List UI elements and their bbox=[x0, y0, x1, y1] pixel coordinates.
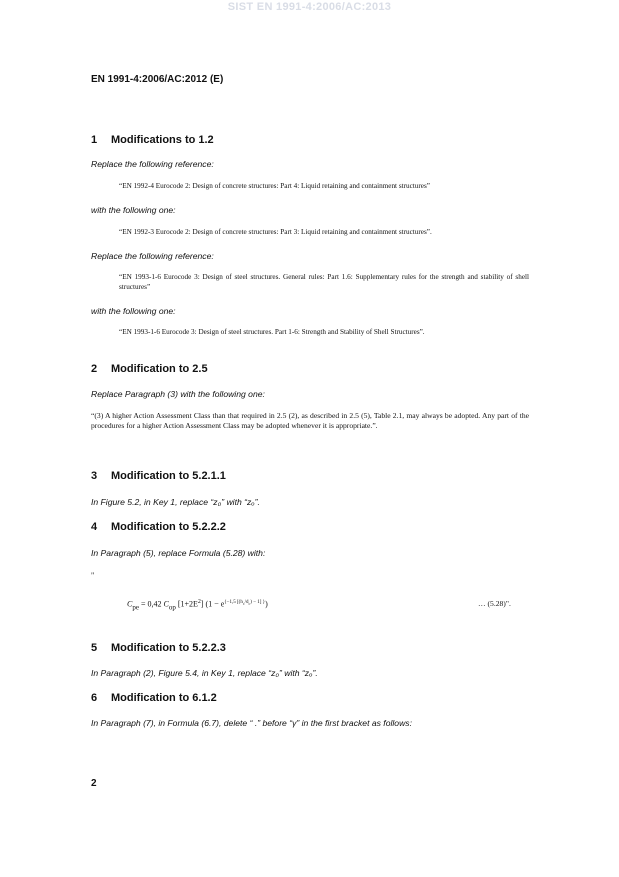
section-heading-4 bbox=[91, 521, 226, 533]
formula-subscript: op bbox=[168, 603, 176, 612]
instruction: In Paragraph (5), replace Formula (5.28) with: bbox=[91, 548, 266, 558]
section-title: Modification to 2.5 bbox=[111, 363, 208, 375]
formula-text: [1+2E bbox=[175, 599, 198, 609]
watermark: SIST EN 1991-4:2006/AC:2013 bbox=[227, 1, 392, 13]
section-heading-5 bbox=[91, 642, 226, 654]
page-number: 2 bbox=[91, 778, 97, 789]
section-heading-6 bbox=[91, 692, 217, 704]
exponent-text: /d bbox=[244, 600, 249, 605]
instruction: Replace the following reference: bbox=[91, 159, 214, 169]
section-heading-3 bbox=[91, 470, 226, 482]
section-number: 4 bbox=[91, 521, 98, 533]
instruction: In Paragraph (2), Figure 5.4, in Key 1, replace “z₀” with “zₒ”. bbox=[91, 668, 318, 678]
document-id: EN 1991-4:2006/AC:2012 (E) bbox=[91, 74, 224, 85]
section-number: 2 bbox=[91, 363, 98, 375]
reference-old: “EN 1993-1-6 Eurocode 3: Design of steel structures. General rules: Part 1.6: Supplementary rules for the strength and stability of shell structures” bbox=[119, 273, 529, 291]
section-title: Modification to 5.2.2.2 bbox=[111, 521, 226, 533]
formula-text: ] (1 − e bbox=[200, 599, 225, 609]
section-number: 3 bbox=[91, 470, 98, 482]
section-heading-2 bbox=[91, 363, 208, 375]
reference-new: “EN 1992-3 Eurocode 2: Design of concrete structures: Part 3: Liquid retaining and containment structures”. bbox=[119, 228, 432, 236]
formula-5-28 bbox=[127, 599, 268, 611]
section-title: Modification to 5.2.2.3 bbox=[111, 642, 226, 654]
section-number: 5 bbox=[91, 642, 98, 654]
reference-new: “EN 1993-1-6 Eurocode 3: Design of steel structures. Part 1-6: Strength and Stability of Shell Structures”. bbox=[119, 328, 425, 336]
section-number: 1 bbox=[91, 134, 98, 146]
section-title: Modification to 5.2.1.1 bbox=[111, 470, 226, 482]
formula-text: ) bbox=[265, 599, 268, 609]
formula-exponent bbox=[224, 600, 265, 605]
instruction: In Paragraph (7), in Formula (6.7), delete “ .” before “γ” in the first bracket as follows: bbox=[91, 718, 412, 728]
instruction: Replace the following reference: bbox=[91, 251, 214, 261]
section-title: Modifications to 1.2 bbox=[111, 134, 214, 146]
instruction: with the following one: bbox=[91, 306, 176, 316]
formula-superscript: 2 bbox=[197, 599, 201, 605]
formula-subscript: pe bbox=[132, 603, 139, 612]
formula-symbol: C bbox=[163, 599, 169, 609]
formula-text: = 0,42 bbox=[138, 599, 164, 609]
instruction: with the following one: bbox=[91, 205, 176, 215]
exponent-text: {−1,5 [(h bbox=[224, 600, 243, 605]
section-number: 6 bbox=[91, 692, 98, 704]
exponent-text: ) − 1] } bbox=[250, 600, 266, 605]
formula-symbol: C bbox=[127, 599, 133, 609]
instruction: In Figure 5.2, in Key 1, replace “z₀” with “zₒ”. bbox=[91, 497, 260, 507]
section-title: Modification to 6.1.2 bbox=[111, 692, 217, 704]
section-heading-1 bbox=[91, 134, 214, 146]
exponent-subscript: c bbox=[248, 601, 251, 606]
replacement-paragraph: “(3) A higher Action Assessment Class than that required in 2.5 (2), as described in 2.5 (5), Table 2.1, may always be adopted. Any part of the procedures for a higher Action Assessment Class may be adopted whenever it is appropriate.”. bbox=[91, 411, 529, 430]
reference-old: “EN 1992-4 Eurocode 2: Design of concrete structures: Part 4: Liquid retaining and containment structures” bbox=[119, 182, 430, 190]
equation-number: … (5.28)". bbox=[478, 599, 511, 608]
instruction: Replace Paragraph (3) with the following one: bbox=[91, 389, 265, 399]
quote-mark: " bbox=[91, 571, 95, 580]
exponent-subscript: c bbox=[242, 601, 245, 606]
